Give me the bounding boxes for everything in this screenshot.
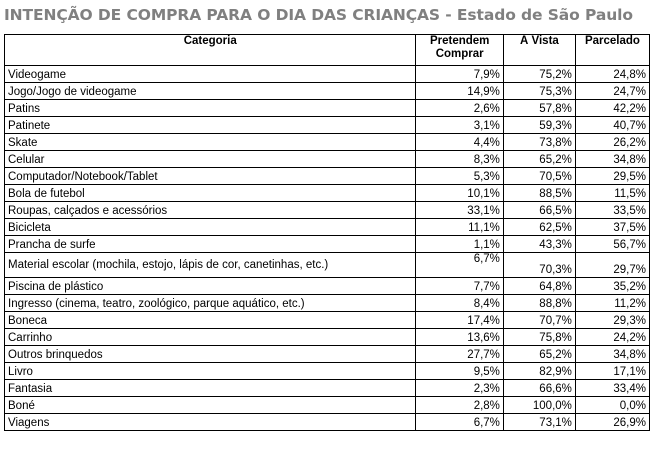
table-row [5, 329, 650, 346]
cell-a-vista: 66,5% [503, 202, 575, 219]
cell-parcelado: 37,5% [575, 219, 649, 236]
cell-pretendem-comprar: 6,7% [416, 414, 503, 431]
table-header-row [5, 35, 650, 66]
cell-parcelado: 24,7% [575, 83, 649, 100]
cell-a-vista: 70,7% [503, 312, 575, 329]
cell-a-vista: 75,2% [503, 66, 575, 83]
cell-a-vista: 82,9% [503, 363, 575, 380]
cell-pretendem-comprar: 17,4% [416, 312, 503, 329]
cell-parcelado: 0,0% [575, 397, 649, 414]
cell-categoria: Patins [5, 100, 416, 117]
table-row [5, 312, 650, 329]
table-row [5, 380, 650, 397]
cell-pretendem-comprar: 2,3% [416, 380, 503, 397]
cell-pretendem-comprar: 6,7% [416, 253, 503, 278]
cell-parcelado: 17,1% [575, 363, 649, 380]
page-title: INTENÇÃO DE COMPRA PARA O DIA DAS CRIANÇAS - Estado de São Paulo [4, 6, 633, 24]
cell-parcelado: 24,8% [575, 66, 649, 83]
cell-parcelado: 40,7% [575, 117, 649, 134]
cell-pretendem-comprar: 3,1% [416, 117, 503, 134]
cell-pretendem-comprar: 13,6% [416, 329, 503, 346]
cell-pretendem-comprar: 14,9% [416, 83, 503, 100]
cell-categoria: Boné [5, 397, 416, 414]
purchase-intention-table [4, 34, 650, 431]
cell-a-vista: 75,3% [503, 83, 575, 100]
cell-a-vista: 66,6% [503, 380, 575, 397]
cell-a-vista: 65,2% [503, 151, 575, 168]
cell-parcelado: 29,7% [575, 253, 649, 278]
cell-a-vista: 75,8% [503, 329, 575, 346]
cell-categoria: Material escolar (mochila, estojo, lápis de cor, canetinhas, etc.) [5, 253, 416, 278]
cell-a-vista: 57,8% [503, 100, 575, 117]
cell-categoria: Bola de futebol [5, 185, 416, 202]
table-row [5, 117, 650, 134]
cell-parcelado: 11,5% [575, 185, 649, 202]
header-parcelado: Parcelado [575, 35, 649, 66]
cell-a-vista: 65,2% [503, 346, 575, 363]
cell-pretendem-comprar: 1,1% [416, 236, 503, 253]
table-row [5, 397, 650, 414]
cell-a-vista: 62,5% [503, 219, 575, 236]
table-row [5, 151, 650, 168]
table-row [5, 295, 650, 312]
cell-pretendem-comprar: 10,1% [416, 185, 503, 202]
cell-categoria: Computador/Notebook/Tablet [5, 168, 416, 185]
table-row [5, 202, 650, 219]
table-row [5, 185, 650, 202]
cell-categoria: Patinete [5, 117, 416, 134]
cell-categoria: Carrinho [5, 329, 416, 346]
cell-a-vista: 70,3% [503, 253, 575, 278]
cell-parcelado: 33,4% [575, 380, 649, 397]
table-row [5, 134, 650, 151]
table-row [5, 83, 650, 100]
cell-categoria: Roupas, calçados e acessórios [5, 202, 416, 219]
cell-pretendem-comprar: 7,9% [416, 66, 503, 83]
cell-parcelado: 34,8% [575, 346, 649, 363]
cell-categoria: Fantasia [5, 380, 416, 397]
cell-parcelado: 26,2% [575, 134, 649, 151]
cell-categoria: Prancha de surfe [5, 236, 416, 253]
table-row [5, 278, 650, 295]
cell-categoria: Bicicleta [5, 219, 416, 236]
table-row [5, 219, 650, 236]
cell-pretendem-comprar: 33,1% [416, 202, 503, 219]
cell-a-vista: 64,8% [503, 278, 575, 295]
table-row [5, 414, 650, 431]
table-row [5, 168, 650, 185]
cell-pretendem-comprar: 8,3% [416, 151, 503, 168]
header-pretendem-comprar [416, 35, 503, 66]
header-pretendem-line1: Pretendem [429, 35, 490, 47]
table-row [5, 363, 650, 380]
cell-pretendem-comprar: 11,1% [416, 219, 503, 236]
cell-parcelado: 24,2% [575, 329, 649, 346]
table-row [5, 346, 650, 363]
cell-categoria: Boneca [5, 312, 416, 329]
cell-a-vista: 59,3% [503, 117, 575, 134]
cell-pretendem-comprar: 8,4% [416, 295, 503, 312]
cell-parcelado: 42,2% [575, 100, 649, 117]
cell-pretendem-comprar: 7,7% [416, 278, 503, 295]
cell-a-vista: 88,8% [503, 295, 575, 312]
cell-categoria: Celular [5, 151, 416, 168]
cell-categoria: Videogame [5, 66, 416, 83]
cell-categoria: Outros brinquedos [5, 346, 416, 363]
cell-pretendem-comprar: 4,4% [416, 134, 503, 151]
header-a-vista: À Vista [503, 35, 575, 66]
cell-a-vista: 100,0% [503, 397, 575, 414]
cell-pretendem-comprar: 9,5% [416, 363, 503, 380]
cell-categoria: Jogo/Jogo de videogame [5, 83, 416, 100]
cell-a-vista: 43,3% [503, 236, 575, 253]
cell-pretendem-comprar: 5,3% [416, 168, 503, 185]
cell-parcelado: 34,8% [575, 151, 649, 168]
table-row [5, 253, 650, 278]
cell-parcelado: 11,2% [575, 295, 649, 312]
cell-categoria: Ingresso (cinema, teatro, zoológico, parque aquático, etc.) [5, 295, 416, 312]
cell-a-vista: 88,5% [503, 185, 575, 202]
header-categoria: Categoria [5, 35, 416, 66]
cell-pretendem-comprar: 2,8% [416, 397, 503, 414]
cell-categoria: Viagens [5, 414, 416, 431]
cell-parcelado: 29,3% [575, 312, 649, 329]
cell-categoria: Piscina de plástico [5, 278, 416, 295]
cell-parcelado: 35,2% [575, 278, 649, 295]
cell-pretendem-comprar: 2,6% [416, 100, 503, 117]
table-row [5, 100, 650, 117]
header-pretendem-line2: Comprar [435, 48, 484, 60]
table-row [5, 236, 650, 253]
cell-pretendem-comprar: 27,7% [416, 346, 503, 363]
cell-parcelado: 29,5% [575, 168, 649, 185]
cell-a-vista: 73,8% [503, 134, 575, 151]
cell-a-vista: 73,1% [503, 414, 575, 431]
cell-parcelado: 33,5% [575, 202, 649, 219]
cell-parcelado: 56,7% [575, 236, 649, 253]
cell-categoria: Livro [5, 363, 416, 380]
table-row [5, 66, 650, 83]
cell-categoria: Skate [5, 134, 416, 151]
cell-parcelado: 26,9% [575, 414, 649, 431]
cell-a-vista: 70,5% [503, 168, 575, 185]
table-body [5, 66, 650, 431]
